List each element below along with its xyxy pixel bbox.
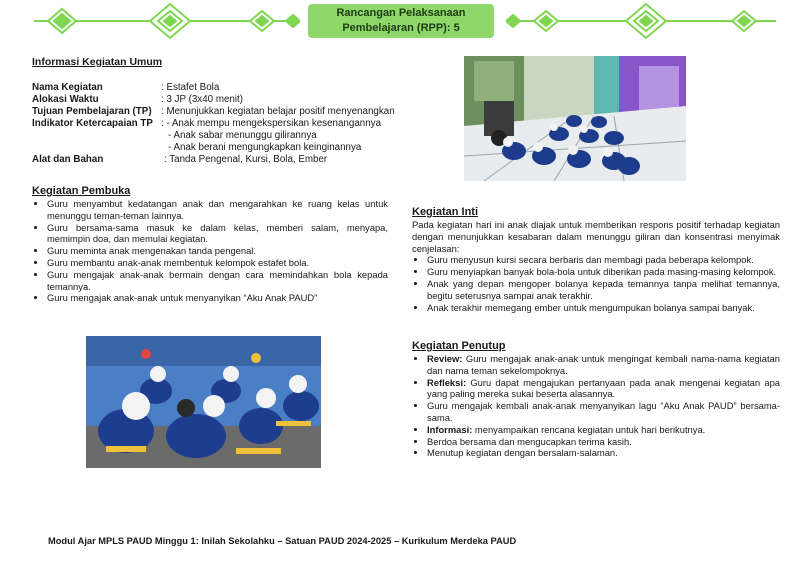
- info-heading: Informasi Kegiatan Umum: [32, 56, 163, 68]
- list-item: [427, 353, 780, 377]
- inti-list: [412, 254, 780, 313]
- inti-intro: Pada kegiatan hari ini anak diajak untuk memberikan respons positif terhadap kegiatan dengan menunjukkan kesabaran dalam menunggu giliran dan konsentrasi menyimak cenjelasan:: [412, 219, 780, 254]
- list-item: [427, 436, 780, 448]
- info-value: - Anak sabar menunggu gilirannya: [168, 130, 317, 141]
- penutup-heading: Kegiatan Penutup: [412, 340, 506, 352]
- info-value: : Menunjukkan kegiatan belajar positif menyenangkan: [161, 106, 395, 117]
- penutup-list: [412, 353, 780, 459]
- pembuka-list: [32, 198, 388, 304]
- info-label: Nama Kegiatan: [32, 82, 103, 93]
- list-item: [427, 424, 780, 436]
- title-line-2: Pembelajaran (RPP): 5: [342, 22, 460, 34]
- title-line-1: Rancangan Pelaksanaan: [336, 7, 466, 19]
- list-item: • Guru mengajak anak-anak untuk menyanyikan “Aku Anak PAUD”: [47, 292, 388, 304]
- kegiatan-inti-section: [412, 206, 780, 313]
- item-text: Guru mengajak anak-anak untuk mengingat kembali nama-nama kegiatan dan nama teman sekelompoknya.: [427, 353, 780, 376]
- list-item: • Guru mengajak anak-anak bermain dengan cara memindahkan bola kepada temannya.: [47, 269, 388, 293]
- page-title: [308, 4, 494, 38]
- list-item: • Guru menyambut kedatangan anak dan mengarahkan ke ruang kelas untuk menunggu teman-teman lainnya.: [47, 198, 388, 222]
- list-item: • Guru bersama-sama masuk ke dalam kelas, memberi salam, menyapa, memimpin doa, dan memulai kegiatan.: [47, 222, 388, 246]
- list-item: [427, 400, 780, 424]
- info-value: : Tanda Pengenal, Kursi, Bola, Ember: [164, 154, 328, 165]
- list-item: • Guru menyusun kursi secara berbaris dan membagi pada beberapa kelompok.: [427, 254, 780, 266]
- info-label: Tujuan Pembelajaran (TP): [32, 106, 152, 117]
- info-value: : - Anak mempu mengekspersikan kesenangannya: [161, 118, 382, 129]
- item-text: Guru dapat mengajukan pertanyaan pada anak mengenai kegiatan apa yang paling mereka sukai beserta alasannya.: [427, 376, 780, 400]
- item-label: Review:: [427, 353, 463, 364]
- list-item: [427, 447, 780, 459]
- left-header-ornament: [0, 2, 300, 40]
- item-label: Refleksi:: [427, 376, 467, 388]
- item-text: Menutup kegiatan dengan bersalam-salaman.: [427, 447, 618, 459]
- list-item: [427, 377, 780, 401]
- kegiatan-penutup-section: [412, 340, 780, 459]
- page-footer: Modul Ajar MPLS PAUD Minggu 1: Inilah Sekolahku – Satuan PAUD 2024-2025 – Kurikulum Merdeka PAUD: [48, 536, 517, 546]
- info-value: : 3 JP (3x40 menit): [161, 94, 244, 105]
- info-label: Alokasi Waktu: [32, 94, 99, 105]
- info-label: Alat dan Bahan: [32, 154, 104, 165]
- info-value: - Anak berani mengungkapkan keinginannya: [168, 142, 362, 153]
- item-text: menyampaikan rencana kegiatan untuk hari berikutnya.: [472, 423, 706, 435]
- pembuka-heading: Kegiatan Pembuka: [32, 185, 131, 197]
- item-text: Guru mengajak kembali anak-anak menyanyikan lagu “Aku Anak PAUD” bersama-sama.: [427, 400, 780, 423]
- list-item: • Guru menyiapkan banyak bola-bola untuk diberikan pada masing-masing kelompok.: [427, 266, 780, 278]
- list-item: • Guru membantu anak-anak membentuk kelompok estafet bola.: [47, 257, 388, 269]
- list-item: • Anak yang depan mengoper bolanya kepada temannya tanpa melihat temannya, begitu seterusnya sampai anak terakhir.: [427, 278, 780, 302]
- photo-children-passing-ball: [86, 336, 321, 468]
- list-item: • Anak terakhir memegang ember untuk mengumpukan bolanya sampai banyak.: [427, 302, 780, 314]
- info-label: Indikator Ketercapaian TP: [32, 118, 153, 129]
- item-label: Informasi:: [427, 423, 473, 435]
- right-header-ornament: [506, 2, 796, 40]
- info-value: : Estafet Bola: [161, 82, 220, 93]
- photo-children-hallway: [464, 56, 686, 181]
- kegiatan-pembuka-section: [32, 185, 388, 304]
- list-item: • Guru meminta anak mengenakan tanda pengenal.: [47, 245, 388, 257]
- inti-heading: Kegiatan Inti: [412, 206, 479, 218]
- item-text: Berdoa bersama dan mengucapkan terima kasih.: [427, 435, 632, 447]
